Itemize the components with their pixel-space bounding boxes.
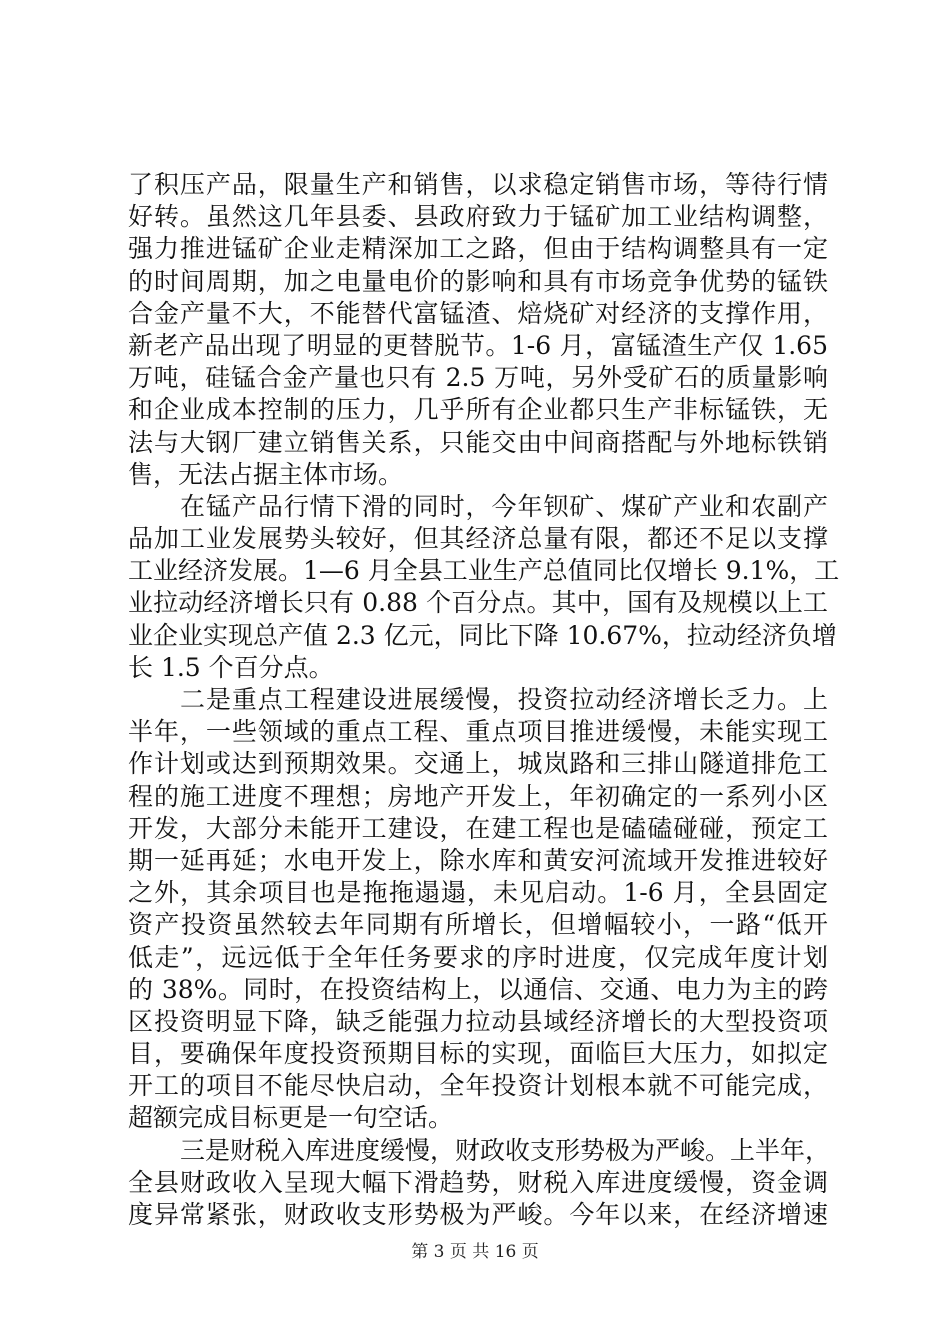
text-line: 的时间周期，加之电量电价的影响和具有市场竞争优势的锰铁	[128, 266, 828, 296]
paragraph	[128, 491, 840, 684]
text-line: 期一延再延；水电开发上，除水库和黄安河流域开发推进较好	[128, 845, 828, 875]
text-line: 售，无法占据主体市场。	[128, 459, 404, 489]
text-line: 万吨，硅锰合金产量也只有 2.5 万吨，另外受矿石的质量影响	[128, 363, 828, 393]
text-line: 新老产品出现了明显的更替脱节。1-6 月，富锰渣生产仅 1.65	[128, 330, 828, 360]
text-line: 度异常紧张，财政收支形势极为严峻。今年以来，在经济增速	[128, 1200, 828, 1229]
text-line: 和企业成本控制的压力，几乎所有企业都只生产非标锰铁，无	[128, 395, 828, 425]
text-line: 了积压产品，限量生产和销售，以求稳定销售市场，等待行情	[128, 170, 828, 199]
body-text	[128, 169, 840, 1231]
text-line: 资产投资虽然较去年同期有所增长，但增幅较小，一路“低开	[128, 910, 828, 940]
text-line: 程的施工进度不理想；房地产开发上，年初确定的一系列小区	[128, 781, 828, 811]
text-line: 开工的项目不能尽快启动，全年投资计划根本就不可能完成，	[128, 1071, 828, 1101]
text-line: 作计划或达到预期效果。交通上，城岚路和三排山隧道排危工	[128, 749, 828, 779]
text-line: 半年，一些领域的重点工程、重点项目推进缓慢，未能实现工	[128, 717, 828, 747]
paragraph	[128, 169, 828, 491]
text-line: 好转。虽然这几年县委、县政府致力于锰矿加工业结构调整，	[128, 202, 828, 232]
page-footer: 第 3 页 共 16 页	[411, 1242, 539, 1262]
text-line: 目，要确保年度投资预期目标的实现，面临巨大压力，如拟定	[128, 1039, 828, 1069]
paragraph	[128, 1135, 831, 1232]
text-line: 低走”，远远低于全年任务要求的序时进度，仅完成年度计划	[128, 942, 828, 972]
text-line: 长 1.5 个百分点。	[128, 652, 334, 682]
text-line: 二是重点工程建设进展缓慢，投资拉动经济增长乏力。上	[180, 685, 828, 714]
text-line: 强力推进锰矿企业走精深加工之路，但由于结构调整具有一定	[128, 234, 828, 264]
text-line: 之外，其余项目也是拖拖遢遢，未见启动。1-6 月，全县固定	[128, 878, 828, 908]
text-line: 超额完成目标更是一句空话。	[128, 1103, 454, 1133]
text-line: 业拉动经济增长只有 0.88 个百分点。其中，国有及规模以上工	[128, 588, 828, 618]
text-line: 合金产量不大，不能替代富锰渣、焙烧矿对经济的支撑作用，	[128, 298, 828, 328]
text-line: 品加工业发展势头较好，但其经济总量有限，都还不足以支撑	[128, 524, 828, 554]
paragraph	[128, 684, 828, 1135]
text-line: 工业经济发展。1—6 月全县工业生产总值同比仅增长 9.1%，工	[128, 556, 840, 586]
text-line: 区投资明显下降，缺乏能强力拉动县域经济增长的大型投资项	[128, 1006, 828, 1036]
text-line: 法与大钢厂建立销售关系，只能交由中间商搭配与外地标铁销	[128, 427, 828, 457]
text-line: 在锰产品行情下滑的同时，今年钡矿、煤矿产业和农副产	[180, 491, 828, 521]
text-line: 的 38%。同时，在投资结构上，以通信、交通、电力为主的跨	[128, 974, 828, 1004]
text-line: 业企业实现总产值 2.3 亿元，同比下降 10.67%，拉动经济负增	[128, 620, 837, 650]
text-line: 全县财政收入呈现大幅下滑趋势，财税入库进度缓慢，资金调	[128, 1167, 828, 1197]
text-line: 三是财税入库进度缓慢，财政收支形势极为严峻。上半年，	[180, 1135, 831, 1165]
text-line: 开发，大部分未能开工建设，在建工程也是磕磕碰碰，预定工	[128, 813, 828, 843]
